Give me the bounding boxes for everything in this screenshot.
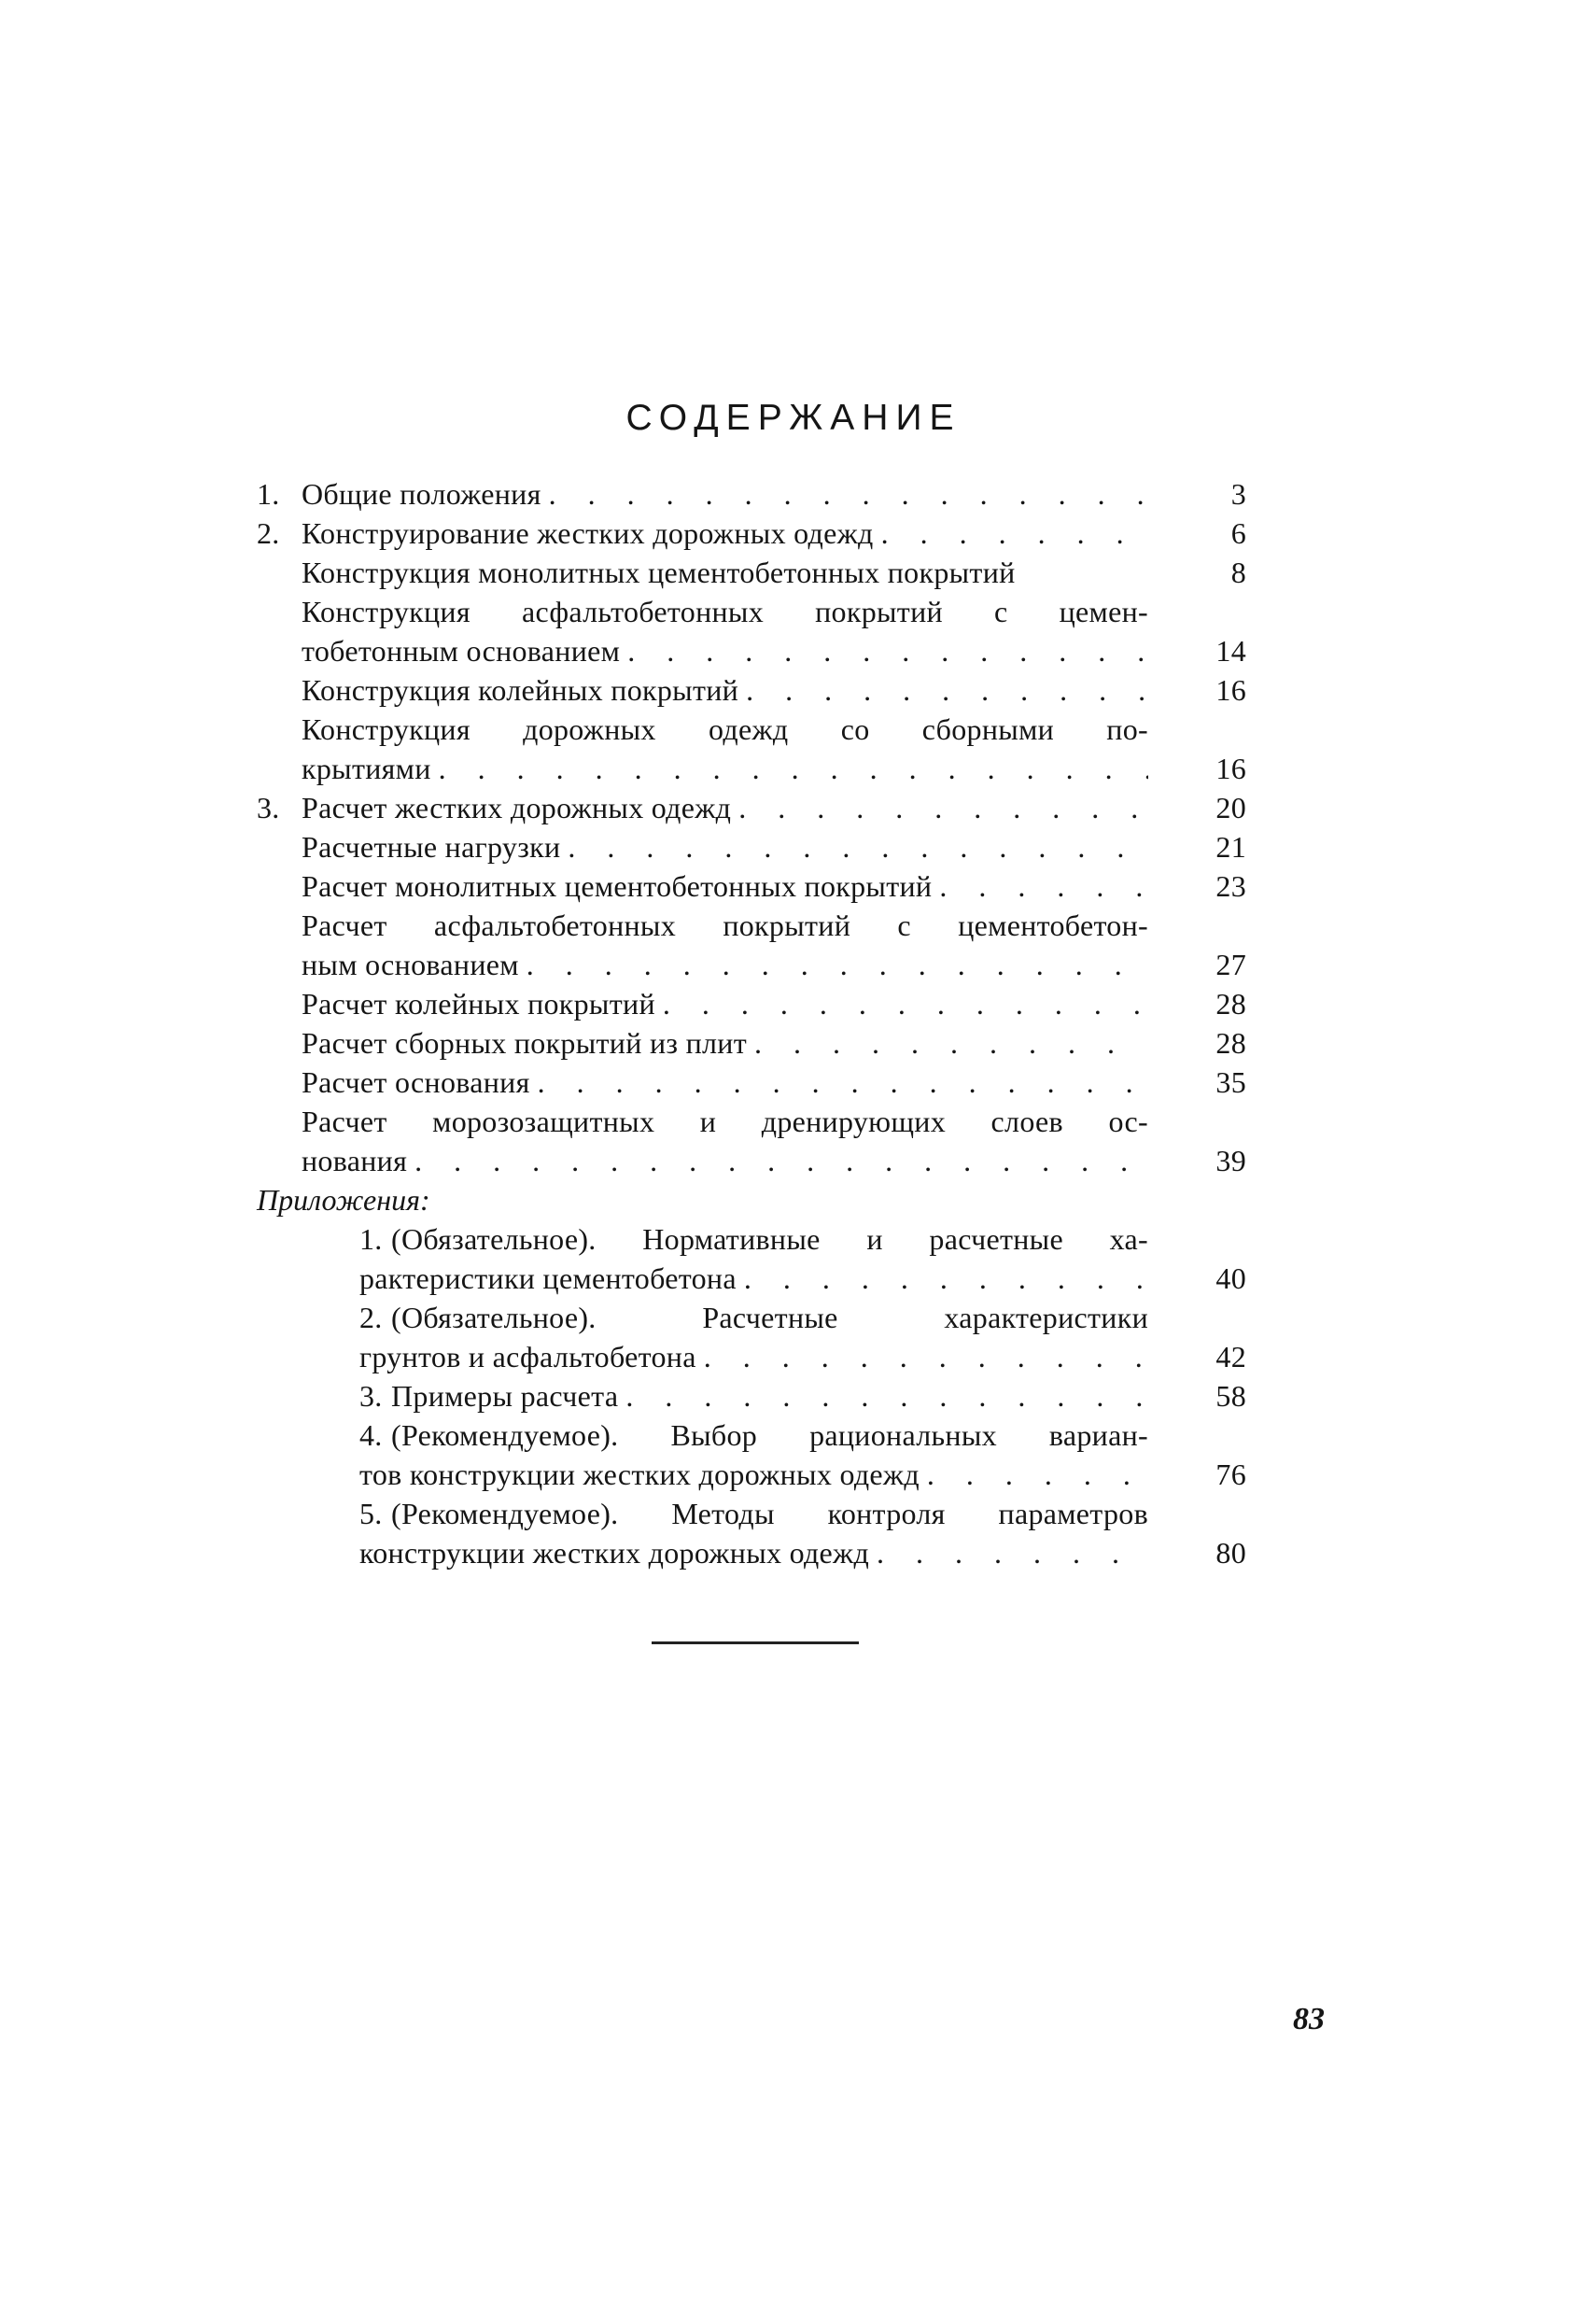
- toc-appendix-section: [257, 1219, 1246, 1572]
- toc-entry-number: 2.: [359, 1301, 383, 1334]
- toc-page-number: 40: [1215, 1261, 1246, 1295]
- toc-entry: [257, 1376, 1246, 1416]
- toc-entry-text: Расчетные нагрузки: [302, 830, 561, 864]
- dot-leader: [754, 1023, 1148, 1063]
- toc-entry: [257, 710, 1246, 788]
- toc-entry-text: Расчет монолитных цементобетонных покрытий: [302, 869, 933, 903]
- toc-entry-text: крытиями: [302, 752, 431, 785]
- toc-entry: [257, 670, 1246, 710]
- dot-leader: [414, 1141, 1148, 1180]
- toc-page-number: 6: [1230, 516, 1246, 550]
- toc-entry: [257, 474, 1246, 514]
- toc-entry-text: Расчет колейных покрытий: [302, 987, 655, 1021]
- toc-entry-text: тобетонным основанием: [302, 634, 621, 668]
- dot-leader: [939, 866, 1148, 906]
- toc-page-number: 21: [1215, 830, 1246, 864]
- toc-entry-number: 1.: [257, 477, 280, 511]
- toc-entry-text: Общие положения: [302, 477, 541, 511]
- toc-entry-text: (Обязательное). Расчетные характеристики: [391, 1301, 1148, 1334]
- toc-entry-number: 2.: [257, 516, 280, 550]
- toc-entry-text: Расчет основания: [302, 1065, 530, 1099]
- toc-entry-text: Расчет асфальтобетонных покрытий с цементобетон-: [302, 908, 1148, 942]
- toc-entry: [257, 866, 1246, 906]
- toc-entry: [257, 906, 1246, 984]
- toc-entry-text: (Рекомендуемое). Выбор рациональных вариан-: [391, 1418, 1148, 1452]
- separator-rule: [652, 1641, 859, 1644]
- toc-entry-number: 3.: [359, 1379, 383, 1413]
- dot-leader: [877, 1533, 1148, 1572]
- toc-entry-text: грунтов и асфальтобетона: [359, 1340, 696, 1373]
- toc-page-number: 58: [1215, 1379, 1246, 1413]
- toc-page-number: 14: [1215, 634, 1246, 668]
- dot-leader: [527, 945, 1148, 984]
- toc-entry: [257, 514, 1246, 553]
- toc-entry-number: 1.: [359, 1222, 383, 1256]
- dot-leader: [704, 1337, 1148, 1376]
- dot-leader: [663, 984, 1148, 1023]
- toc-page-number: 8: [1230, 556, 1246, 589]
- toc-entry-number: 3.: [257, 791, 280, 824]
- toc-page-number: 35: [1215, 1065, 1246, 1099]
- toc-entry-number: 5.: [359, 1497, 383, 1530]
- toc-entry: [257, 592, 1246, 670]
- dot-leader: [744, 1259, 1148, 1298]
- toc-entry-text: ным основанием: [302, 948, 519, 981]
- toc-entry: [257, 1494, 1246, 1572]
- toc-entry-text: конструкции жестких дорожных одежд: [359, 1536, 870, 1570]
- table-of-contents: [257, 474, 1246, 1572]
- dot-leader: [927, 1455, 1148, 1494]
- toc-entry: [257, 788, 1246, 827]
- toc-entry-text: Конструкция монолитных цементобетонных покрытий: [302, 556, 1016, 589]
- toc-entry: [257, 1416, 1246, 1494]
- toc-entry: [257, 1023, 1246, 1063]
- toc-page-number: 23: [1215, 869, 1246, 903]
- toc-entry: [257, 1298, 1246, 1376]
- toc-page-number: 28: [1215, 1026, 1246, 1060]
- toc-entry-text: Расчет морозозащитных и дренирующих слоев ос-: [302, 1105, 1148, 1138]
- toc-main-section: [257, 474, 1246, 1180]
- toc-entry-text: Расчет сборных покрытий из плит: [302, 1026, 748, 1060]
- appendix-heading: Приложения:: [257, 1183, 430, 1217]
- toc-entry: [257, 1102, 1246, 1180]
- toc-entry-number: 4.: [359, 1418, 383, 1452]
- toc-entry-text: (Обязательное). Нормативные и расчетные ха-: [391, 1222, 1148, 1256]
- page-title: СОДЕРЖАНИЕ: [625, 398, 962, 438]
- dot-leader: [538, 1063, 1148, 1102]
- dot-leader: [746, 670, 1148, 710]
- toc-page-number: 16: [1215, 752, 1246, 785]
- toc-entry-text: Конструкция дорожных одежд со сборными по-: [302, 712, 1148, 746]
- page-number: 83: [1293, 2002, 1325, 2036]
- dot-leader: [549, 474, 1148, 514]
- toc-page-number: 16: [1215, 673, 1246, 707]
- toc-page-number: 28: [1215, 987, 1246, 1021]
- toc-entry-text: Конструкция колейных покрытий: [302, 673, 739, 707]
- toc-page-number: 76: [1215, 1458, 1246, 1491]
- toc-entry: [257, 827, 1246, 866]
- toc-page-number: 80: [1215, 1536, 1246, 1570]
- toc-entry-text: Конструкция асфальтобетонных покрытий с цемен-: [302, 595, 1148, 628]
- toc-page-number: 42: [1215, 1340, 1246, 1373]
- toc-page-number: 39: [1215, 1144, 1246, 1177]
- toc-entry: [257, 553, 1246, 592]
- toc-entry: [257, 984, 1246, 1023]
- toc-entry-text: Расчет жестких дорожных одежд: [302, 791, 732, 824]
- toc-entry-text: (Рекомендуемое). Методы контроля параметров: [391, 1497, 1148, 1530]
- toc-page-number: 20: [1215, 791, 1246, 824]
- toc-entry-text: тов конструкции жестких дорожных одежд: [359, 1458, 920, 1491]
- toc-entry-text: Примеры расчета: [391, 1379, 619, 1413]
- dot-leader: [625, 1376, 1148, 1416]
- dot-leader: [738, 788, 1148, 827]
- dot-leader: [439, 749, 1148, 788]
- toc-page-number: 3: [1230, 477, 1246, 511]
- toc-entry-text: Конструирование жестких дорожных одежд: [302, 516, 874, 550]
- dot-leader: [568, 827, 1148, 866]
- toc-entry: [257, 1063, 1246, 1102]
- dot-leader: [881, 514, 1148, 553]
- dot-leader: [627, 631, 1148, 670]
- toc-entry-text: рактеристики цементобетона: [359, 1261, 737, 1295]
- toc-entry: [257, 1219, 1246, 1298]
- toc-entry-text: нования: [302, 1144, 408, 1177]
- toc-page-number: 27: [1215, 948, 1246, 981]
